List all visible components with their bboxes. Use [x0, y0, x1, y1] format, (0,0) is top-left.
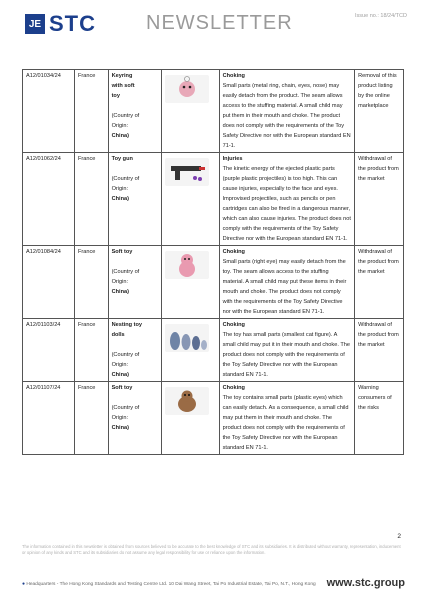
table-row: [23, 319, 404, 382]
notification-ref: A12/01062/24: [23, 153, 75, 246]
country-of-origin-line: China): [111, 372, 129, 378]
stc-logo-mark: JE: [25, 14, 45, 34]
product-cell: [108, 246, 161, 319]
notification-ref: A12/01103/24: [23, 319, 75, 382]
notification-ref: A12/01084/24: [23, 246, 75, 319]
country-of-origin-line: China): [111, 133, 129, 139]
risk-type: Choking: [222, 249, 245, 255]
country-of-origin-line: China): [111, 196, 129, 202]
stc-logo-text: STC: [49, 11, 96, 36]
product-cell: [108, 70, 161, 153]
website-link[interactable]: www.stc.group: [326, 577, 405, 589]
notifying-country: France: [74, 70, 108, 153]
product-image-cell: [161, 70, 219, 153]
product-name-line: Toy gun: [111, 156, 133, 162]
country-of-origin-line: China): [111, 289, 129, 295]
notification-ref: A12/01034/24: [23, 70, 75, 153]
risk-cell: [219, 246, 354, 319]
risk-type: Choking: [222, 322, 245, 328]
risk-type: Choking: [222, 73, 245, 79]
risk-description: Small parts (metal ring, chain, eyes, nose) may easily detach from the product. The seam allows access to the stuffing material. A small child may put them in their mouth and choke. The product does not comply with the requirements of the Toy Safety Directive nor with the European standard EN 71-1.: [222, 83, 351, 149]
country-of-origin-line: (Country of: [111, 405, 140, 411]
disclaimer: The information contained in this newsletter is obtained from sources believed to be accurate to the best knowledge of STC and its subsidiaries. It is distributed without warranty, representation, inducement or opinion of any kinds and STC and its subsidiaries do not assume any legal responsibility for use or reliance upon the information.: [22, 544, 401, 555]
notifying-country: France: [74, 246, 108, 319]
country-of-origin-line: China): [111, 425, 129, 431]
risk-cell: [219, 319, 354, 382]
newsletter-title: NEWSLETTER: [146, 12, 293, 34]
stc-logo: [25, 13, 96, 35]
country-of-origin-line: Origin:: [111, 362, 129, 368]
table-row: [23, 246, 404, 319]
product-cell: [108, 319, 161, 382]
product-cell: [108, 153, 161, 246]
product-name-line: with soft: [111, 83, 135, 89]
risk-type: Choking: [222, 385, 245, 391]
measure-taken: Withdrawal of the product from the market: [355, 153, 404, 246]
product-image-cell: [161, 319, 219, 382]
risk-description: The toy has small parts (smallest cat figure). A small child may put it in their mouth and choke. The product does not comply with the requirements of the Toy Safety Directive nor with the European standard EN 71-1.: [222, 332, 350, 378]
risk-cell: [219, 153, 354, 246]
measure-taken: Withdrawal of the product from the market: [355, 319, 404, 382]
issue-number: Issue no.: 18/24/TCD: [355, 13, 407, 19]
pink-soft-toy-photo: [165, 249, 216, 283]
measure-taken: Removal of this product listing by the online marketplace: [355, 70, 404, 153]
notifying-country: France: [74, 382, 108, 455]
country-of-origin-line: Origin:: [111, 279, 129, 285]
product-image-cell: [161, 382, 219, 455]
recall-table: [22, 69, 404, 455]
product-name-line: dolls: [111, 332, 125, 338]
risk-description: Small parts (right eye) may easily detach from the toy. The seam allows access to the stuffing material. A small child may put these items in their mouth and choke. The product does not comply with the requirements of the Toy Safety Directive nor with the European standard EN 71-1.: [222, 259, 347, 315]
product-name-line: Nesting toy: [111, 322, 143, 328]
notification-ref: A12/01107/24: [23, 382, 75, 455]
table-row: [23, 153, 404, 246]
product-image-cell: [161, 153, 219, 246]
table-row: [23, 70, 404, 153]
keyring-soft-toy-photo: [165, 73, 216, 107]
country-of-origin-line: (Country of: [111, 176, 140, 182]
product-name-line: Soft toy: [111, 249, 133, 255]
country-of-origin-line: (Country of: [111, 352, 140, 358]
toy-gun-photo: [165, 156, 216, 190]
table-row: [23, 382, 404, 455]
brown-soft-toy-photo: [165, 385, 216, 419]
country-of-origin-line: (Country of: [111, 113, 140, 119]
risk-description: The kinetic energy of the ejected plastic parts (purple plastic projectiles) is too high. This can cause injuries, especially to the face and eyes. Improvised projectiles, such as pencils or pen cartridges can also be fired in a dangerous manner, which can also cause injuries. The product does not comply with the requirements of the Toy Safety Directive nor with the European standard EN 71-1.: [222, 166, 351, 242]
measure-taken: Withdrawal of the product from the market: [355, 246, 404, 319]
nesting-dolls-photo: [165, 322, 216, 356]
country-of-origin-line: Origin:: [111, 186, 129, 192]
risk-type: Injuries: [222, 156, 243, 162]
measure-taken: Warning consumers of the risks: [355, 382, 404, 455]
country-of-origin-line: Origin:: [111, 415, 129, 421]
risk-cell: [219, 70, 354, 153]
location-pin-icon: ●: [22, 581, 26, 587]
product-name-line: Keyring: [111, 73, 133, 79]
risk-cell: [219, 382, 354, 455]
country-of-origin-line: Origin:: [111, 123, 129, 129]
page-footer: [0, 572, 425, 600]
product-name-line: toy: [111, 93, 120, 99]
notifying-country: France: [74, 153, 108, 246]
newsletter-header: [0, 0, 425, 44]
notifying-country: France: [74, 319, 108, 382]
country-of-origin-line: (Country of: [111, 269, 140, 275]
product-name-line: Soft toy: [111, 385, 133, 391]
footer-address-text: Headquarters - The Hong Kong Standards and Testing Centre Ltd. 10 Dai Wang Street, Tai Po Industrial Estate, Tai Po, N.T., Hong Kong: [26, 582, 316, 587]
product-image-cell: [161, 246, 219, 319]
footer-address: [22, 581, 316, 587]
page-number: 2: [397, 533, 401, 540]
risk-description: The toy contains small parts (plastic eyes) which can easily detach. As a consequence, a small child may put them in their mouth and choke. The product does not comply with the requirements of the Toy Safety Directive nor with the European standard EN 71-1.: [222, 395, 349, 451]
product-cell: [108, 382, 161, 455]
